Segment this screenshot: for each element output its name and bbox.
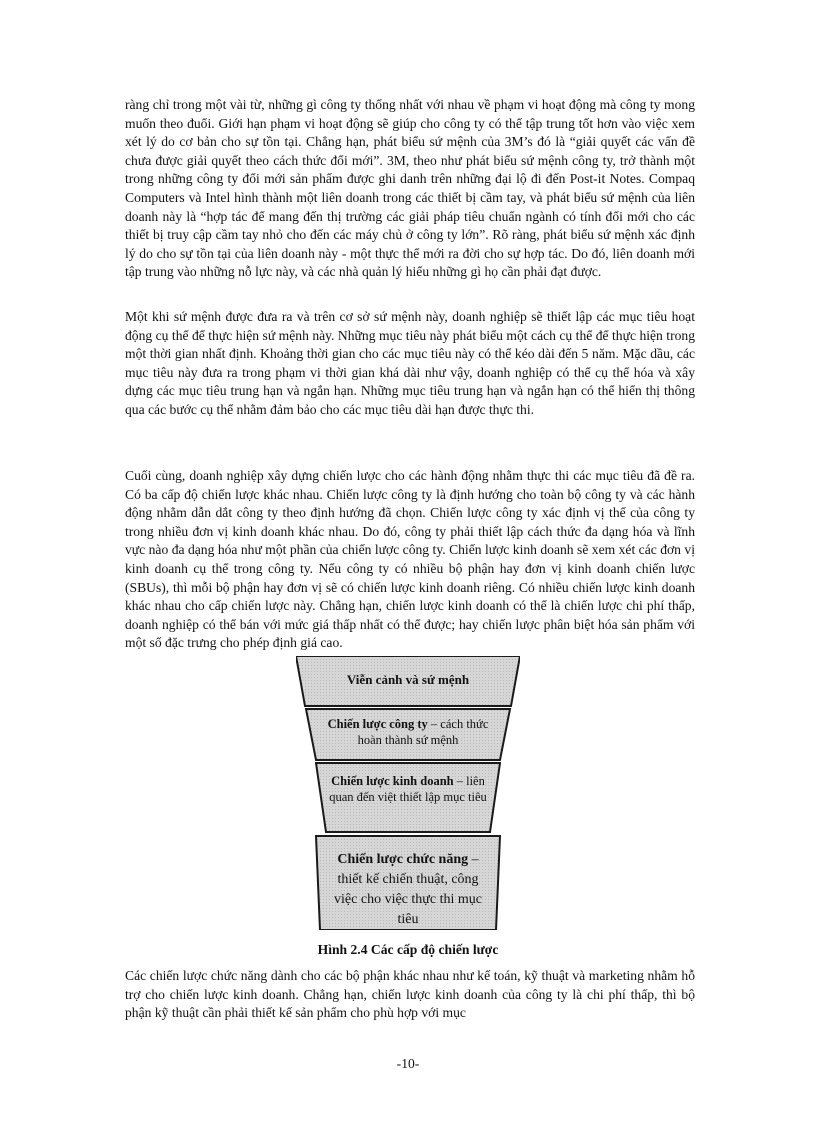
tier-2-desc: – cách thức hoàn thành sứ mệnh	[357, 717, 489, 747]
tier-1-label	[314, 672, 502, 688]
body-paragraph-3: Cuối cùng, doanh nghiệp xây dựng chiến lược cho các hành động nhằm thực thi các mục tiêu đã đề ra. Có ba cấp độ chiến lược khác nhau. Chiến lược công ty là định hướng cho toàn bộ công ty và các hành động nhằm dẫn dắt công ty theo định hướng đã chọn. Chiến lược công ty xác định vị thế của công ty trong nhiều đơn vị kinh doanh khác nhau. Do đó, công ty phải thiết lập cách thức đa dạng hóa và lĩnh vực nào đa dạng hóa như một phần của chiến lược công ty. Chiến lược kinh doanh sẽ xem xét các đơn vị kinh doanh cụ thể trong công ty. Nếu công ty có nhiều bộ phận hay đơn vị kinh doanh chiến lược (SBUs), thì mỗi bộ phận hay đơn vị sẽ có chiến lược kinh doanh riêng. Có nhiều chiến lược kinh doanh khác nhau cho cấp chiến lược này. Chẳng hạn, chiến lược kinh doanh có thể là chiến lược chi phí thấp, doanh nghiệp có thể bán với mức giá thấp nhất có thể được; hay chiến lược phân biệt hóa sản phẩm với một số đặc trưng cho phép định giá cao.	[125, 468, 695, 651]
tier-3-desc: – liên quan đến việt thiết lập mục tiêu	[329, 774, 487, 804]
tier-3-label	[324, 773, 492, 805]
tier-4-label	[326, 850, 490, 930]
tier-2-label	[324, 716, 492, 748]
page-number: -10-	[396, 1056, 420, 1071]
strategy-levels-pyramid	[296, 656, 520, 930]
body-paragraph-4: Các chiến lược chức năng dành cho các bộ phận khác nhau như kế toán, kỹ thuật và marketing nhằm hỗ trợ cho chiến lược kinh doanh. Chẳng hạn, chiến lược kinh doanh của công ty là chi phí thấp, thì bộ phận kỹ thuật cần phải thiết kế sản phẩm cho phù hợp với mục	[125, 968, 695, 1021]
tier-2-title: Chiến lược công ty	[327, 717, 428, 731]
tier-1-title: Viễn cảnh và sứ mệnh	[346, 672, 470, 687]
tier-3-title: Chiến lược kinh doanh	[331, 774, 454, 788]
body-paragraph-2: Một khi sứ mệnh được đưa ra và trên cơ sở sứ mệnh này, doanh nghiệp sẽ thiết lập các mục tiêu hoạt động cụ thể để thực hiện sứ mệnh này. Những mục tiêu này phát biểu một cách cụ thể để thực hiện trong một thời gian nhất định. Khoảng thời gian cho các mục tiêu này có thể kéo dài đến 5 năm. Mặc dầu, các mục tiêu này đưa ra trong phạm vi thời gian khá dài như vậy, doanh nghiệp có thể cụ thể hóa và xây dựng các mục tiêu trung hạn và ngắn hạn. Những mục tiêu trung hạn và ngắn hạn có thể hiển thị thông qua các bước cụ thể nhằm đảm bảo cho các mục tiêu dài hạn được thực thi.	[125, 309, 695, 417]
figure-caption: Hình 2.4 Các cấp độ chiến lược	[317, 942, 499, 957]
body-paragraph-1: ràng chỉ trong một vài từ, những gì công ty thống nhất với nhau về phạm vi hoạt động mà công ty mong muốn theo đuổi. Giới hạn phạm vi hoạt động sẽ giúp cho công ty có thể tập trung tốt hơn vào việc xem xét lý do cơ bản cho sự tồn tại. Chẳng hạn, phát biểu sứ mệnh của 3M’s đó là “giải quyết các vấn đề chưa được giải quyết theo cách thức đổi mới”. 3M, theo như phát biểu sứ mệnh công ty, trở thành một trong những công ty đổi mới sản phẩm được ghi danh trên những đại lộ đi đến Post-it Notes. Compaq Computers và Intel hình thành một liên doanh trong các thiết bị cầm tay, và phát biểu sứ mệnh của liên doanh này là “hợp tác để mang đến thị trường các giải pháp tiêu chuẩn ngành có tính đổi mới cho các thiết bị truy cập cầm tay nhỏ cho đến các máy chủ ở công ty lớn”. Rõ ràng, phát biểu sứ mệnh xác định lý do cho sự tồn tại của liên doanh này - một thực thể mới ra đời cho sự hợp tác. Do đó, liên doanh mới tập trung vào những nỗ lực này, và các nhà quản lý hiểu những gì họ cần phải đạt được.	[125, 97, 695, 280]
tier-4-title: Chiến lược chức năng	[337, 852, 469, 867]
tier-4-desc: – thiết kế chiến thuật, công việc cho việc thực thi mục tiêu	[334, 852, 482, 927]
